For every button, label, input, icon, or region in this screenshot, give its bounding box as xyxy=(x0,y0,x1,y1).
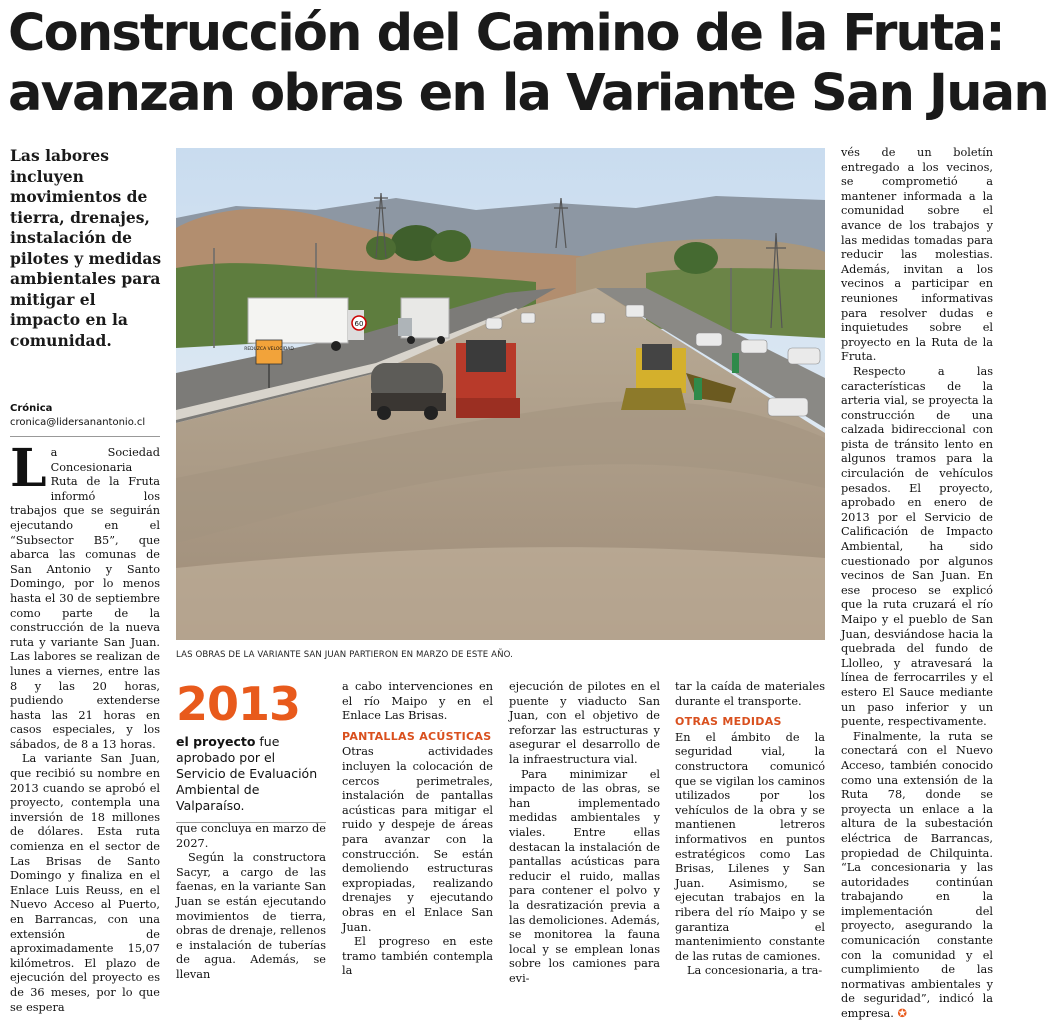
deck: Las labores incluyen movimientos de tierra, drenajes, instalación de pilotes y medidas ambientales para mitigar el impacto en la comunidad. xyxy=(10,146,162,350)
article-paragraph: tar la caída de materiales durante el transporte. xyxy=(675,680,825,708)
road-sign-text: REDUZCA VELOCIDAD xyxy=(244,347,294,352)
byline-section: Crónica xyxy=(10,403,53,414)
dropcap: L xyxy=(10,438,47,499)
article-paragraph: a cabo intervenciones en el río Maipo y en el Enlace Las Brisas. xyxy=(342,680,493,723)
article-paragraph: Para minimizar el impacto de las obras, se han implementado medidas ambientales y viales. Entre ellas destacan la instalación de pantallas acústicas para reducir el ruido, mallas para contener el polvo y la desratización previa a las demoliciones. Además, se monitorea la fauna local y se emplean lonas sobre los camiones para evi- xyxy=(509,767,660,985)
article-column-2 xyxy=(176,822,326,981)
speed-sign-number: 60 xyxy=(354,320,364,328)
end-mark-icon: ✪ xyxy=(897,1007,907,1021)
headline xyxy=(8,4,1048,124)
fact-bold: el proyecto xyxy=(176,734,256,749)
article-paragraph: que concluya en marzo de 2027. xyxy=(176,822,326,850)
article-photo xyxy=(176,148,825,640)
article-column-6 xyxy=(841,146,993,1021)
byline xyxy=(10,402,160,437)
article-paragraph: Según la constructora Sacyr, a cargo de las faenas, en la variante San Juan se están ejecutando movimientos de tierra, obras de drenaje, rellenos e instalación de tuberías de agua. Además, se llevan xyxy=(176,851,326,981)
article-column-1 xyxy=(10,438,160,1014)
headline-line-1: Construcción del Camino de la Fruta: xyxy=(8,4,1004,63)
article-paragraph: La Sociedad Concesionaria Ruta de la Fruta informó los trabajos que se seguirán ejecutando en el “Subsector B5”, que abarca las comunas de San Antonio y Santo Domingo, por lo menos hasta el 30 de septiembre como parte de la construcción de la nueva ruta y variante San Juan. Las labores se realizan de lunes a viernes, entre las 8 y las 20 horas, pudiendo extenderse hasta las 21 horas en casos especiales, y los sábados, de 8 a 13 horas. xyxy=(10,438,160,751)
article-paragraph: ejecución de pilotes en el puente y viaducto San Juan, con el objetivo de reforzar las estructuras y asegurar el desarrollo de la infraestructura vial. xyxy=(509,680,660,766)
article-paragraph: vés de un boletín entregado a los vecinos, se comprometió a mantener informada a la comunidad sobre el avance de los trabajos y las medidas tomadas para reducir las molestias. Además, invitan a los vecinos a participar en reuniones informativas para resolver dudas e inquietudes sobre el proyecto en la Ruta de la Fruta. xyxy=(841,146,993,364)
article-paragraph: En el ámbito de la seguridad vial, la constructora comunicó que se vigilan los caminos utilizados por los vehículos de la obra y se mantienen letreros informativos en puntos estratégicos como Las Brisas, Lilenes y San Juan. Asimismo, se ejecutan trabajos en la ribera del río Maipo y se garantiza el mantenimiento constante de las rutas de camiones. xyxy=(675,730,825,963)
article-column-3 xyxy=(342,680,493,976)
article-paragraph: Respecto a las características de la arteria vial, se proyecta la construcción de una calzada bidireccional con pista de tránsito lento en algunos tramos para la circulación de vehículos pesados. El proyecto, aprobado en enero de 2013 por el Servicio de Calificación de Impacto Ambiental, ha sido cuestionado por algunos vecinos de San Juan. En ese proceso se explicó que la ruta cruzará el río Maipo y el pueblo de San Juan, desviándose hacia la quebrada del fundo de Llolleo, y atravesará la línea de ferrocarriles y el estero El Sauce mediante un paso inferior y un puente, respectivamente. xyxy=(841,364,993,729)
fact-number: 2013 xyxy=(176,677,301,731)
article-paragraph: La variante San Juan, que recibió su nombre en 2013 cuando se aprobó el proyecto, contempla una inversión de 18 millones de dólares. Esta ruta comienza en el sector de Las Brisas de Santo Domingo y finaliza en el Enlace Luis Reuss, en el Nuevo Acceso al Puerto, en Barrancas, con una extensión de aproximadamente 15,07 kilómetros. El plazo de ejecución del proyecto es de 36 meses, por lo que se espera xyxy=(10,752,160,1014)
byline-email[interactable]: cronica@lidersanantonio.cl xyxy=(10,417,146,428)
subhead-pantallas: PANTALLAS ACÚSTICAS xyxy=(342,729,492,743)
fact-box xyxy=(176,678,326,823)
article-column-5 xyxy=(675,680,825,976)
article-paragraph: El progreso en este tramo también contempla la xyxy=(342,935,493,978)
article-paragraph: La concesionaria, a tra- xyxy=(687,964,823,978)
photo-caption: LAS OBRAS DE LA VARIANTE SAN JUAN PARTIERON EN MARZO DE ESTE AÑO. xyxy=(176,650,513,660)
article-column-4 xyxy=(509,680,660,985)
fact-rest: fue aprobado por el Servicio de Evaluación Ambiental de Valparaíso. xyxy=(176,734,318,813)
subhead-otras-medidas: OTRAS MEDIDAS xyxy=(675,715,782,729)
article-paragraph: Finalmente, la ruta se conectará con el Nuevo Acceso, también conocido como una extensión de la Ruta 78, donde se proyecta un enlace a la altura de la subestación eléctrica de Barrancas, propiedad de Chilquinta. “La concesionaria y las autoridades continúan trabajando en la implementación del proyecto, asegurando la comunicación constante con la comunidad y el cumplimiento de las normativas ambientales y de seguridad”, indicó la empresa. ✪ xyxy=(841,729,993,1021)
headline-line-2: avanzan obras en la Variante San Juan xyxy=(8,64,1048,123)
fact-text xyxy=(176,734,326,823)
article-paragraph: Otras actividades incluyen la colocación de cercos perimetrales, instalación de pantallas acústicas para mitigar el ruido y despeje de áreas para avanzar con la construcción. Se están demoliendo estructuras expropiadas, realizando drenajes y ejecutando obras en el Enlace San Juan. xyxy=(342,745,493,934)
